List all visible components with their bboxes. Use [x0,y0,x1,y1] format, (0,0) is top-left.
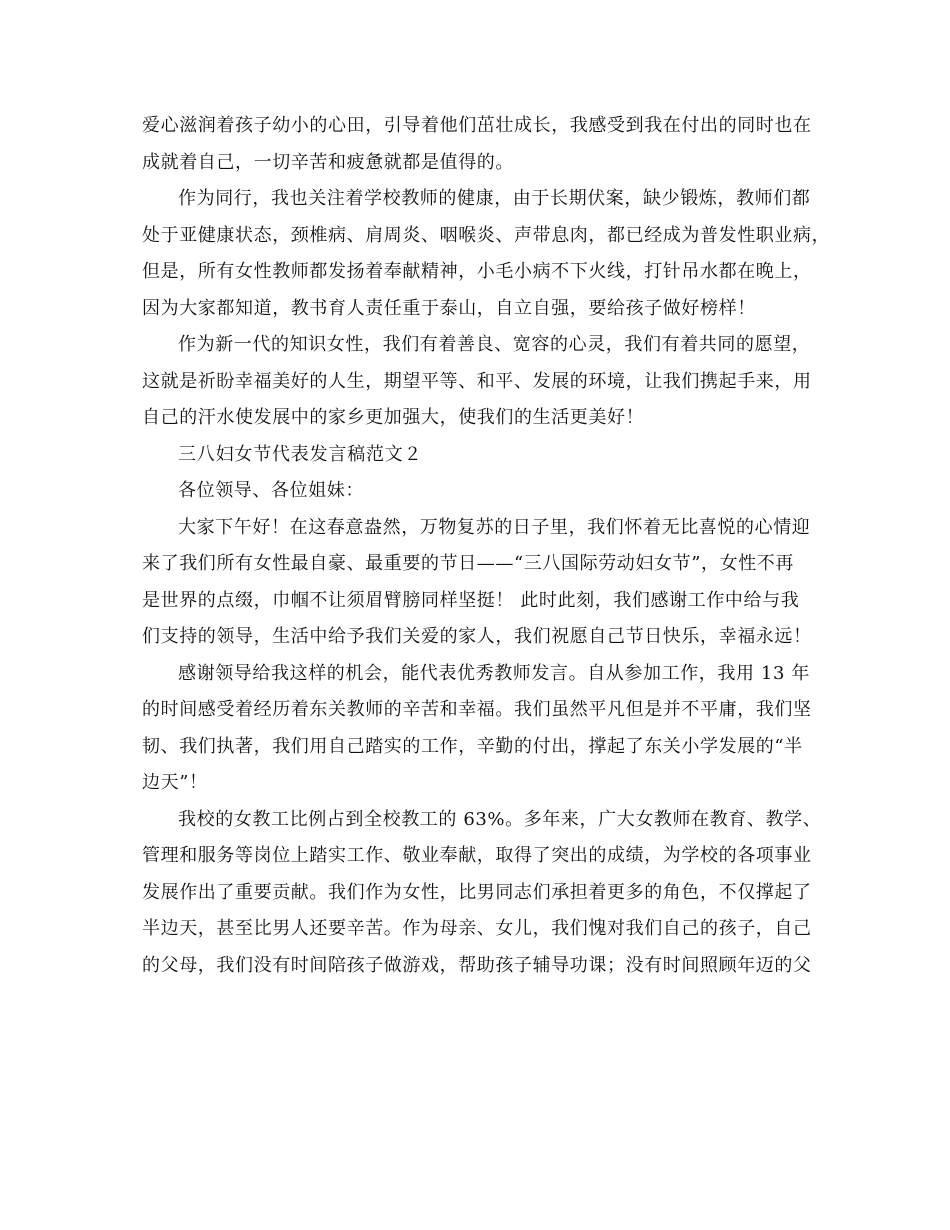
paragraph-line: 大家下午好！在这春意盎然，万物复苏的日子里，我们怀着无比喜悦的心情迎 [178,516,811,538]
paragraph-line: 感谢领导给我这样的机会，能代表优秀教师发言。自从参加工作，我用 13 年 [178,662,810,684]
paragraph-line: 成就着自己，一切辛苦和疲惫就都是值得的。 [142,151,514,173]
paragraph-line: 们支持的领导，生活中给予我们关爱的家人，我们祝愿自己节日快乐，幸福永远！ [142,626,812,647]
section-heading: 三八妇女节代表发言稿范文２ [178,443,423,465]
document-body [142,108,832,984]
paragraph-line: 来了我们所有女性最自豪、最重要的节日——“三八国际劳动妇女节”，女性不再 [142,553,795,574]
paragraph-line: 管理和服务等岗位上踏实工作、敬业奉献，取得了突出的成绩，为学校的各项事业 [142,845,812,866]
paragraph-line: 韧、我们执著，我们用自己踏实的工作，辛勤的付出，撑起了东关小学发展的“半 [142,735,803,757]
paragraph-line: 但是，所有女性教师都发扬着奉献精神，小毛小病不下火线，打针吊水都在晚上， [142,261,812,282]
paragraph-line: 是世界的点缀，巾帼不让须眉臂膀同样坚挺！ 此时此刻，我们感谢工作中给与我 [142,589,800,611]
paragraph-line: 半边天，甚至比男人还要辛苦。作为母亲、女儿，我们愧对我们自己的孩子，自己 [142,918,812,939]
paragraph-line: 处于亚健康状态，颈椎病、肩周炎、咽喉炎、声带息肉，都已经成为普发性职业病， [142,224,831,246]
paragraph-line: 爱心滋润着孩子幼小的心田，引导着他们茁壮成长，我感受到我在付出的同时也在 [142,115,812,136]
paragraph-line: 的父母，我们没有时间陪孩子做游戏，帮助孩子辅导功课；没有时间照顾年迈的父 [142,954,812,976]
paragraph-line: 的时间感受着经历着东关教师的辛苦和幸福。我们虽然平凡但是并不平庸，我们坚 [142,699,812,720]
paragraph-line: 发展作出了重要贡献。我们作为女性，比男同志们承担着更多的角色，不仅撑起了 [142,881,812,903]
paragraph-line: 边天”！ [142,772,208,793]
paragraph-line: 我校的女教工比例占到全校教工的 63%。多年来，广大女教师在教育、教学、 [178,808,822,830]
paragraph-line: 这就是祈盼幸福美好的人生，期望平等、和平、发展的环境，让我们携起手来，用 [142,370,812,392]
paragraph-line: 作为新一代的知识女性，我们有着善良、宽容的心灵，我们有着共同的愿望， [178,334,811,355]
paragraph-line: 因为大家都知道，教书育人责任重于泰山，自立自强，要给孩子做好榜样！ [142,297,756,319]
paragraph-line: 自己的汗水使发展中的家乡更加强大，使我们的生活更美好！ [142,407,645,428]
paragraph-line: 作为同行，我也关注着学校教师的健康，由于长期伏案，缺少锻炼，教师们都 [178,188,811,209]
salutation-line: 各位领导、各位姐妹： [178,480,364,501]
